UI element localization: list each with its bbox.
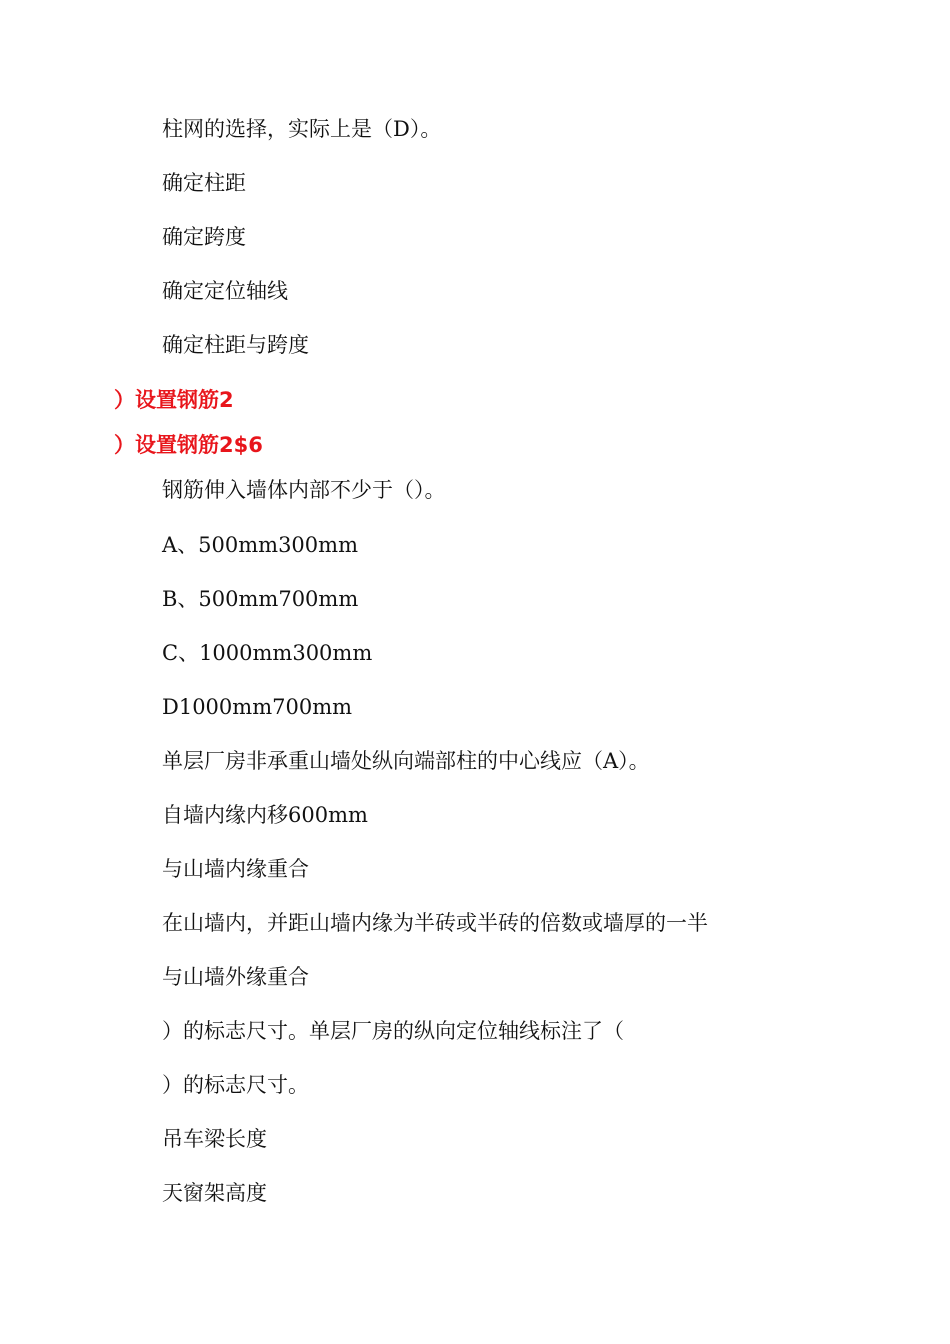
option-within-wall: 在山墙内，并距山墙内缘为半砖或半砖的倍数或墙厚的一半 — [162, 911, 708, 935]
question-column-grid: 柱网的选择，实际上是（D）。 — [162, 117, 442, 141]
option-spacing-and-span: 确定柱距与跨度 — [162, 333, 309, 357]
question-gable-wall: 单层厂房非承重山墙处纵向端部柱的中心线应（A）。 — [162, 749, 650, 773]
option-span: 确定跨度 — [162, 225, 246, 249]
option-a: A、500mm300mm — [162, 533, 358, 557]
question-mark-dimension: ）的标志尺寸。单层厂房的纵向定位轴线标注了（ — [162, 1019, 624, 1043]
question-rebar-length: 钢筋伸入墙体内部不少于（）。 — [162, 478, 446, 502]
option-d: D1000mm700mm — [162, 695, 353, 719]
red-heading-rebar-1: ）设置钢筋2 — [114, 388, 234, 412]
option-skylight-height: 天窗架高度 — [162, 1181, 267, 1205]
option-inner-offset: 自墙内缘内移600mm — [162, 803, 368, 827]
option-b: B、500mm700mm — [162, 587, 359, 611]
option-axis: 确定定位轴线 — [162, 279, 288, 303]
question-mark-dimension-cont: ）的标志尺寸。 — [162, 1073, 309, 1097]
option-column-spacing: 确定柱距 — [162, 171, 246, 195]
option-c: C、1000mm300mm — [162, 641, 373, 665]
red-heading-rebar-2: ）设置钢筋2$6 — [114, 433, 263, 457]
option-inner-edge: 与山墙内缘重合 — [162, 857, 309, 881]
option-crane-beam: 吊车梁长度 — [162, 1127, 267, 1151]
option-outer-edge: 与山墙外缘重合 — [162, 965, 309, 989]
